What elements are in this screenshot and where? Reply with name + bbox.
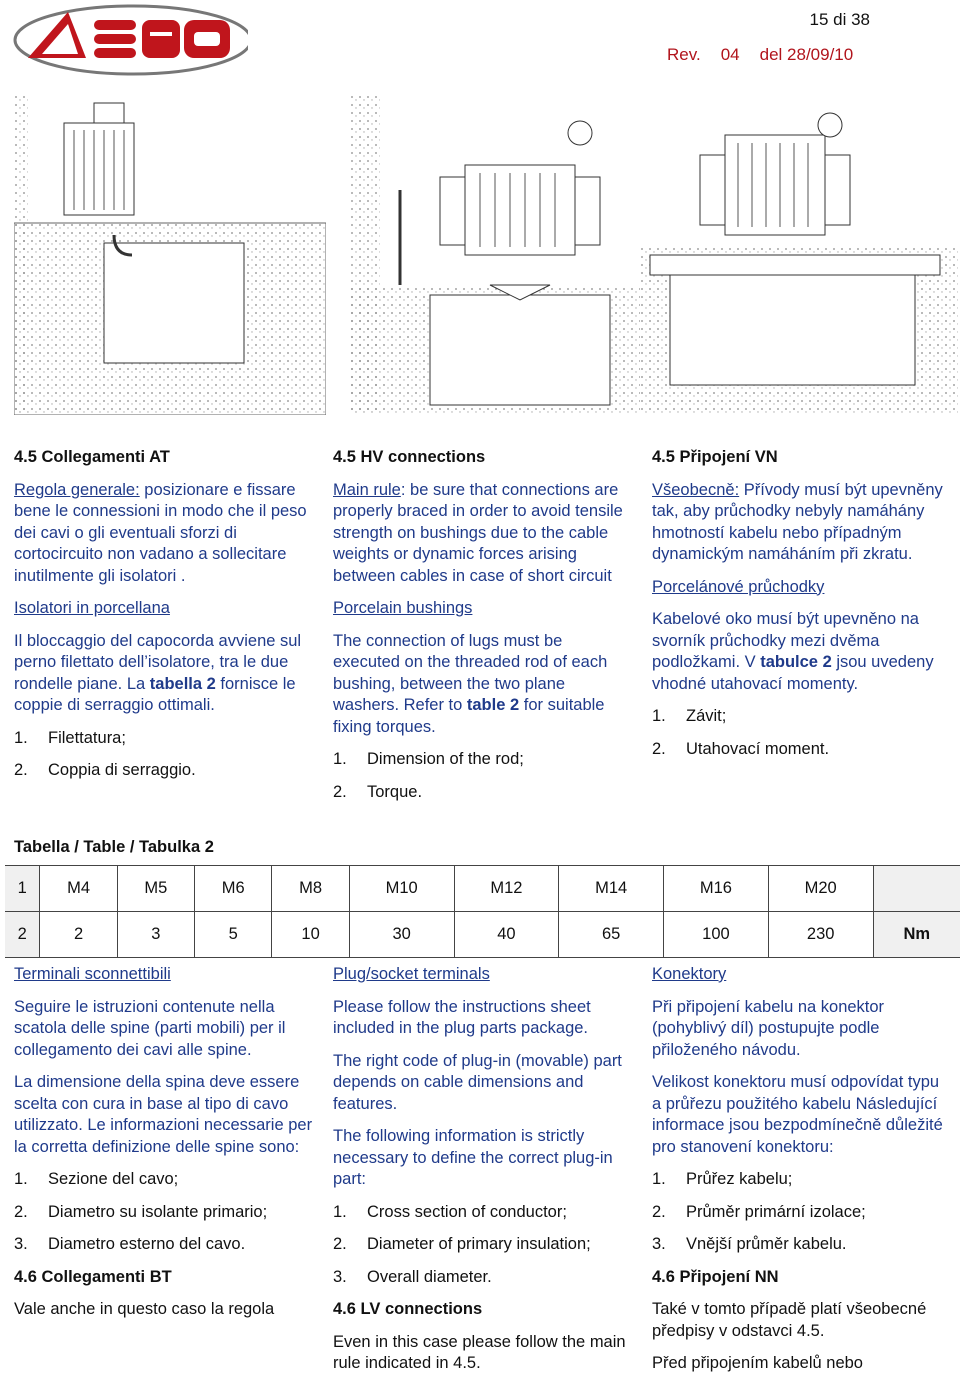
para-it-46: Vale anche in questo caso la regola: [14, 1300, 275, 1318]
table-cell: M20: [768, 866, 873, 912]
rev-number: 04: [720, 45, 740, 64]
list-item: [14, 728, 314, 750]
revision-info: [667, 45, 873, 65]
list-text: Průřez kabelu;: [686, 1170, 793, 1188]
table-cell: 230: [768, 912, 873, 958]
list-text: Sezione del cavo;: [48, 1170, 179, 1188]
list-item: [14, 1202, 314, 1224]
list-text: Vnější průměr kabelu.: [686, 1235, 847, 1253]
list-item: [14, 1169, 314, 1191]
para-en-porcelain-b: table 2: [466, 696, 520, 714]
table-cell: 1: [5, 866, 40, 912]
para-cz-porcelain-b: tabulce 2: [760, 653, 832, 671]
table-cell: 100: [664, 912, 769, 958]
list-text: Torque.: [367, 782, 423, 801]
torque-table: [5, 865, 960, 958]
list-num: 2.: [333, 1235, 347, 1253]
para-cz-46-b: Před připojením kabelů nebo: [652, 1354, 863, 1372]
para-en-porcelain: [333, 631, 633, 739]
table-cell: 3: [117, 912, 194, 958]
table-cell-unit: Nm: [873, 912, 960, 958]
list-text: Diametro su isolante primario;: [48, 1202, 268, 1221]
list-num: 1.: [652, 1170, 666, 1188]
rule-text-cz: Přívody musí být upevněny tak, aby průchodky nebyly namáhány hmotností kabelu nebo případným dynamickým namáháním při zkratu.: [652, 480, 943, 563]
rev-label: Rev.: [667, 45, 701, 64]
para-it-plug-1: Seguire le istruzioni contenute nella scatola delle spine (parti mobili) per il collegamento dei cavi alle spine.: [14, 997, 286, 1059]
list-it-2: [14, 1169, 314, 1256]
rule-cz: [652, 480, 952, 566]
table-cell: 30: [349, 912, 454, 958]
table-cell: M12: [454, 866, 559, 912]
list-text: Dimension of the rod;: [367, 750, 524, 768]
list-item: [652, 1202, 952, 1224]
list-text: Utahovací moment.: [686, 739, 830, 758]
sea-logo: [8, 0, 248, 80]
page-number: 15 di 38: [809, 10, 870, 29]
list-en-2: [333, 1202, 633, 1289]
list-item: [652, 1234, 952, 1256]
list-num: 1.: [652, 707, 666, 725]
table-cell: 65: [559, 912, 664, 958]
list-cz-2: [652, 1169, 952, 1256]
para-cz-plug-2: Velikost konektoru musí odpovídat typu a průřezu použitého kabelu Následující informace jsou bezpodmínečně důležité pro stanovení konektoru:: [652, 1073, 943, 1156]
list-item: [333, 749, 633, 771]
rule-en: [333, 480, 633, 588]
heading-en-46: 4.6 LV connections: [333, 1300, 483, 1318]
list-num: 2.: [14, 761, 28, 779]
list-item: [652, 706, 952, 728]
para-cz-porcelain: [652, 609, 952, 695]
transformer-pit-drawing: [350, 95, 640, 415]
list-num: 2.: [14, 1202, 28, 1221]
list-item: [333, 1234, 633, 1256]
column-italian-lower: [14, 964, 314, 1332]
list-num: 2.: [333, 782, 347, 801]
list-num: 2.: [652, 1202, 666, 1221]
list-num: 1.: [14, 1170, 28, 1188]
heading-en-45: 4.5 HV connections: [333, 448, 486, 466]
rule-label-cz: Všeobecně:: [652, 480, 740, 499]
list-item: [14, 760, 314, 782]
heading-it-46: 4.6 Collegamenti BT: [14, 1267, 172, 1286]
table-cell: 10: [272, 912, 349, 958]
table-cell: M8: [272, 866, 349, 912]
para-en-porcelain-a: The connection of lugs must be executed on the threaded rod of each bushing, between the two plane washers. Refer to: [333, 631, 608, 714]
list-it-1: [14, 728, 314, 782]
list-item: [333, 782, 633, 804]
transformer-base-drawing: [640, 95, 958, 415]
table-cell: 2: [40, 912, 117, 958]
list-text: Overall diameter.: [367, 1267, 492, 1286]
para-it-porcelain: [14, 631, 314, 717]
table-cell: 5: [195, 912, 272, 958]
column-english: [333, 447, 633, 814]
rule-text-en: : be sure that connections are properly braced in order to avoid tensile strength on bushings due to the cable weights or dynamic forces arising between cables in case of short circuit: [333, 480, 623, 585]
column-italian: [14, 447, 314, 793]
list-num: 1.: [333, 1202, 347, 1221]
table-cell: M6: [195, 866, 272, 912]
column-czech: [652, 447, 952, 771]
para-it-plug-2: La dimensione della spina deve essere scelta con cura in base al tipo di cavo utilizzato. Le informazioni necessarie per la corretta definizione delle spine sono:: [14, 1073, 313, 1156]
list-item: [333, 1267, 633, 1289]
subheading-it-porcelain: Isolatori in porcellana: [14, 599, 170, 617]
column-english-lower: [333, 964, 633, 1386]
list-num: 3.: [14, 1235, 28, 1253]
list-text: Coppia di serraggio.: [48, 761, 196, 779]
subheading-en-porcelain: Porcelain bushings: [333, 599, 473, 617]
table-cell: 2: [5, 912, 40, 958]
table-cell: M10: [349, 866, 454, 912]
subheading-en-plug: Plug/socket terminals: [333, 965, 490, 983]
list-text: Závit;: [686, 707, 727, 725]
para-it-porcelain-c: fornisce le coppie di serraggio ottimali.: [14, 674, 296, 714]
para-en-plug-1: Please follow the instructions sheet included in the plug parts package.: [333, 997, 591, 1037]
column-czech-lower: [652, 964, 952, 1386]
list-text: Průměr primární izolace;: [686, 1202, 866, 1221]
table-cell: M5: [117, 866, 194, 912]
table-cell: M4: [40, 866, 117, 912]
list-num: 3.: [652, 1235, 666, 1253]
list-num: 1.: [14, 728, 28, 747]
para-en-46: Even in this case please follow the main rule indicated in 4.5.: [333, 1332, 626, 1372]
list-en-1: [333, 749, 633, 803]
table-cell: M14: [559, 866, 664, 912]
para-cz-porcelain-a: Kabelové oko musí být upevněno na svorník průchodky mezi dvěma podložkami. V: [652, 610, 919, 671]
table-row: [5, 866, 960, 912]
heading-cz-46: 4.6 Připojení NN: [652, 1267, 779, 1286]
para-cz-porcelain-c: jsou uvedeny vhodné utahovací momenty.: [652, 653, 934, 693]
rule-text-it: posizionare e fissare bene le connessioni in modo che il peso dei cavi o gli eventuali sforzi di cortocircuito non vadano a sollecitare inutilmente gli isolatori .: [14, 480, 307, 585]
list-num: 2.: [652, 739, 666, 758]
table-cell: [873, 866, 960, 912]
para-cz-plug-1: Při připojení kabelu na konektor (pohyblivý díl) postupujte podle přiloženého návodu.: [652, 997, 885, 1059]
rev-date: del 28/09/10: [759, 45, 854, 64]
table-cell: 40: [454, 912, 559, 958]
list-text: Filettatura;: [48, 728, 126, 747]
para-cz-46: Také v tomto případě platí všeobecné předpisy v odstavci 4.5.: [652, 1300, 927, 1340]
list-num: 3.: [333, 1267, 347, 1286]
subheading-it-plug: Terminali sconnettibili: [14, 965, 171, 983]
transformer-wall-drawing: [14, 95, 326, 415]
list-item: [652, 1169, 952, 1191]
list-item: [14, 1234, 314, 1256]
heading-cz-45: 4.5 Připojení VN: [652, 448, 778, 466]
rule-it: [14, 480, 314, 588]
list-cz-1: [652, 706, 952, 760]
para-it-porcelain-b: tabella 2: [149, 674, 216, 693]
list-text: Diametro esterno del cavo.: [48, 1235, 246, 1253]
subheading-cz-porcelain: Porcelánové průchodky: [652, 577, 825, 596]
para-en-porcelain-c: for suitable fixing torques.: [333, 696, 605, 736]
list-num: 1.: [333, 750, 347, 768]
rule-label-it: Regola generale:: [14, 480, 140, 499]
table-row: [5, 912, 960, 958]
list-text: Diameter of primary insulation;: [367, 1235, 591, 1253]
para-en-plug-3: The following information is strictly necessary to define the correct plug-in part:: [333, 1127, 613, 1188]
para-en-plug-2: The right code of plug-in (movable) part depends on cable dimensions and features.: [333, 1051, 622, 1113]
rule-label-en: Main rule: [333, 480, 401, 499]
list-item: [652, 739, 952, 761]
list-item: [333, 1202, 633, 1224]
table-cell: M16: [664, 866, 769, 912]
subheading-cz-plug: Konektory: [652, 965, 727, 983]
heading-it-45: 4.5 Collegamenti AT: [14, 448, 170, 466]
para-it-porcelain-a: Il bloccaggio del capocorda avviene sul perno filettato dell’isolatore, tra le due rondelle piane. La: [14, 631, 302, 693]
list-text: Cross section of conductor;: [367, 1202, 567, 1221]
table-title: Tabella / Table / Tabulka 2: [14, 838, 214, 856]
